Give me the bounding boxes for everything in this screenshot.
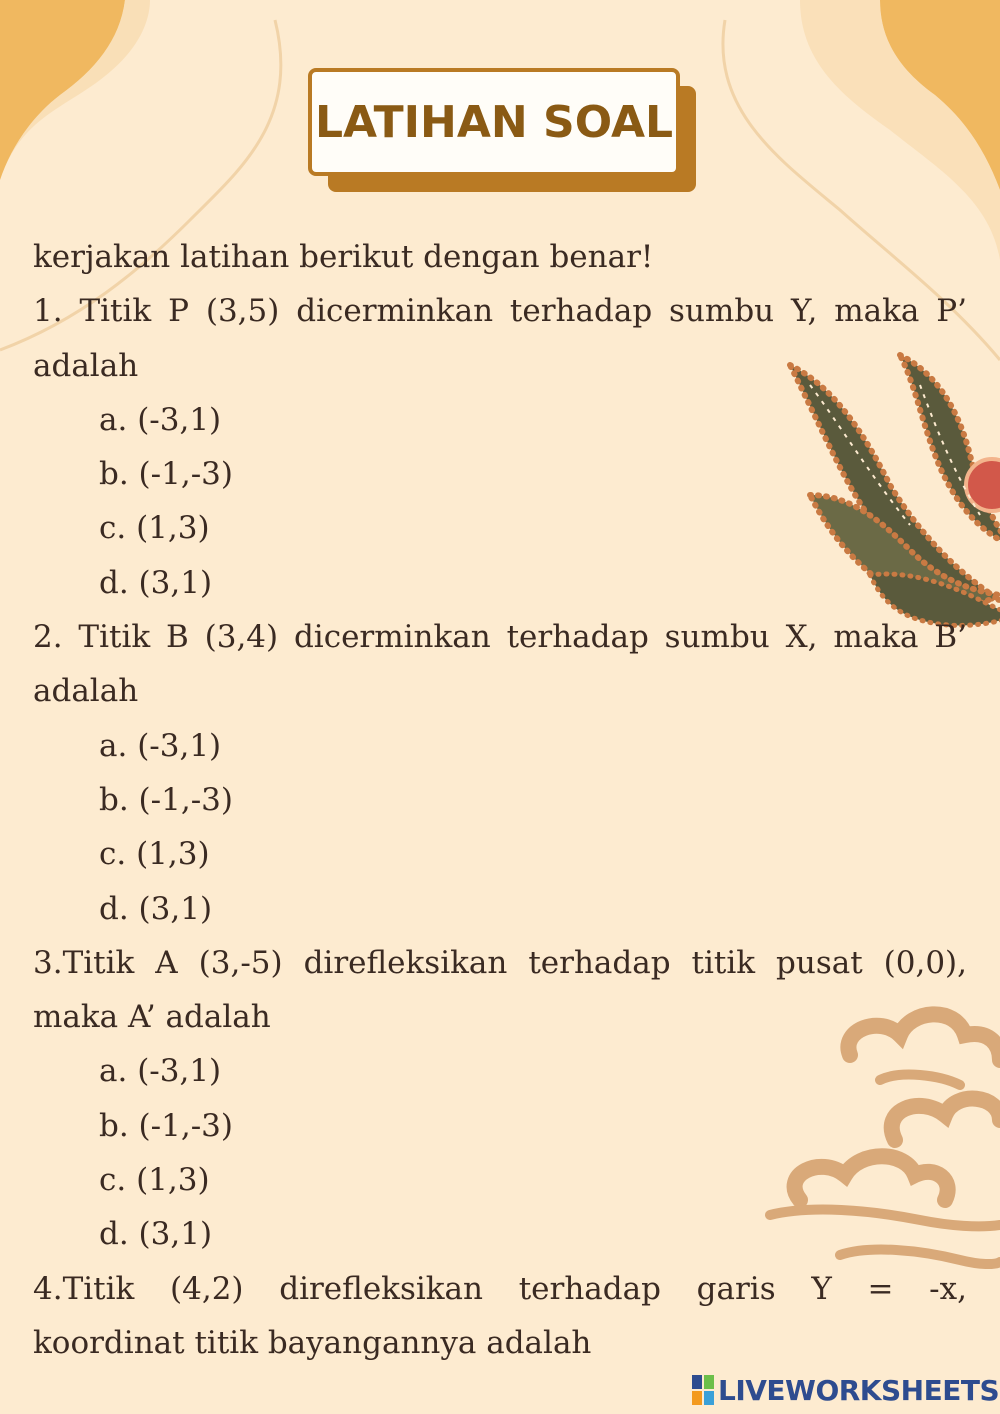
question-1-option-c: c. (1,3) [99, 510, 210, 547]
question-2-option-d: d. (3,1) [99, 890, 213, 927]
question-1-option-b: b. (-1,-3) [99, 456, 233, 493]
question-2-line-2: adalah [33, 673, 139, 710]
title-banner-box [308, 68, 680, 176]
top-left-blob [0, 0, 125, 180]
question-3-option-d: d. (3,1) [99, 1216, 213, 1253]
question-1-option-d: d. (3,1) [99, 564, 213, 601]
liveworksheets-logo [692, 1372, 999, 1408]
liveworksheets-logo-icon [692, 1375, 714, 1405]
question-2-option-c: c. (1,3) [99, 836, 210, 873]
question-4-line-2: koordinat titik bayangannya adalah [33, 1324, 592, 1361]
page-title: LATIHAN SOAL [314, 96, 674, 148]
question-3-line-1: 3.Titik A (3,-5) direfleksikan terhadap titik pusat (0,0), [33, 944, 967, 981]
question-1-line-2: adalah [33, 347, 139, 384]
question-2-option-a: a. (-3,1) [99, 727, 222, 764]
question-3-line-2: maka A’ adalah [33, 999, 271, 1036]
question-1-option-a: a. (-3,1) [99, 401, 222, 438]
liveworksheets-logo-text: LIVEWORKSHEETS [718, 1373, 1000, 1407]
question-2-line-1: 2. Titik B (3,4) dicerminkan terhadap sumbu X, maka B’ [33, 619, 967, 656]
question-4-line-1: 4.Titik (4,2) direfleksikan terhadap garis Y = -x, [33, 1270, 967, 1307]
question-3-option-c: c. (1,3) [99, 1162, 210, 1199]
question-1-line-1: 1. Titik P (3,5) dicerminkan terhadap sumbu Y, maka P’ [33, 293, 967, 330]
worksheet-content [33, 230, 967, 1370]
question-3-option-a: a. (-3,1) [99, 1053, 222, 1090]
title-banner [308, 68, 698, 194]
question-2-option-b: b. (-1,-3) [99, 781, 233, 818]
question-3-option-b: b. (-1,-3) [99, 1107, 233, 1144]
instruction-text: kerjakan latihan berikut dengan benar! [33, 239, 654, 275]
